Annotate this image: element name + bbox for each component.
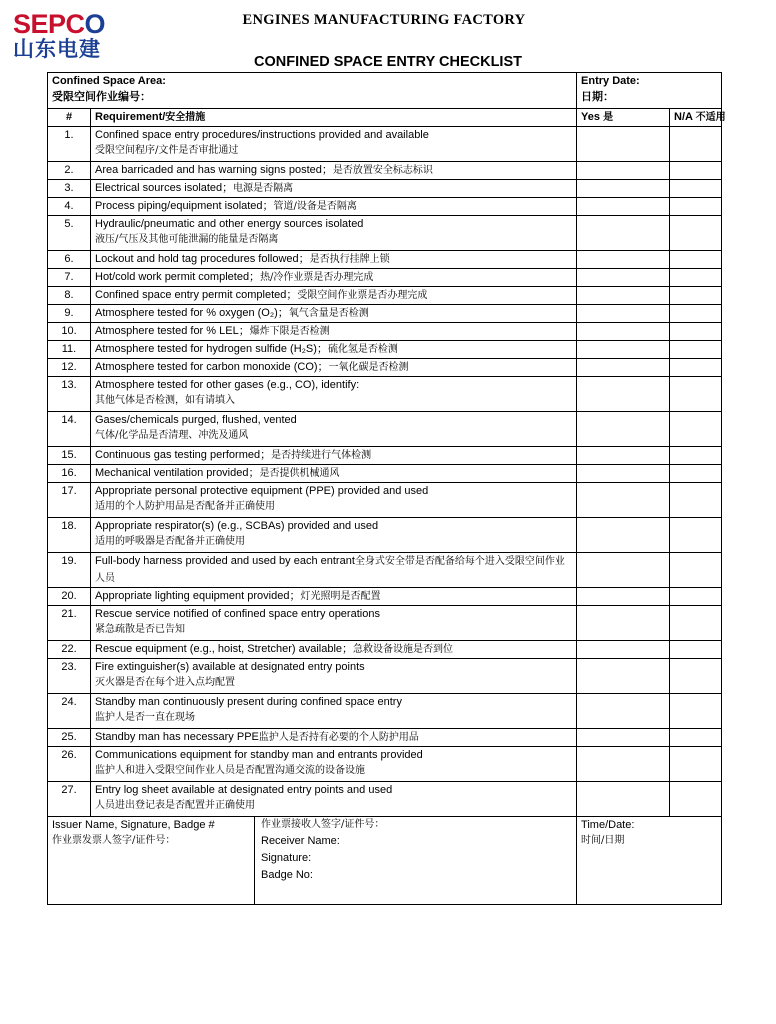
requirement-en: Standby man has necessary PPE: [95, 731, 259, 743]
issuer-label: Issuer Name, Signature, Badge #: [52, 819, 215, 831]
requirement-cn: 灭火器是否在每个进入点均配置: [95, 677, 235, 688]
row-requirement: [91, 483, 577, 518]
requirement-en: Area barricaded and has warning signs posted；: [95, 164, 333, 176]
badge-no-label: Badge No:: [261, 869, 313, 881]
requirement-en: Atmosphere tested for other gases (e.g., CO), identify:: [95, 379, 360, 391]
header-fields-row: [48, 73, 722, 109]
na-checkbox-cell[interactable]: [670, 359, 722, 377]
requirement-en: Continuous gas testing performed；: [95, 449, 272, 461]
na-checkbox-cell[interactable]: [670, 553, 722, 588]
requirement-cn: 是否持续进行气体检测: [271, 450, 372, 461]
yes-header-en: Yes: [581, 111, 600, 123]
na-checkbox-cell[interactable]: [670, 659, 722, 694]
column-header-row: [48, 109, 722, 127]
row-number: 14.: [48, 412, 91, 447]
checklist-row: [48, 465, 722, 483]
requirement-cn: 爆炸下限是否检测: [249, 326, 330, 337]
row-requirement: [91, 553, 577, 588]
yes-checkbox-cell[interactable]: [577, 694, 670, 729]
checklist-row: [48, 359, 722, 377]
row-number: 13.: [48, 377, 91, 412]
checklist-row: [48, 269, 722, 287]
yes-checkbox-cell[interactable]: [577, 606, 670, 641]
date-label: Entry Date:: [581, 75, 640, 87]
yes-checkbox-cell[interactable]: [577, 659, 670, 694]
yes-checkbox-cell[interactable]: [577, 305, 670, 323]
row-requirement: [91, 287, 577, 305]
row-requirement: [91, 588, 577, 606]
row-requirement: [91, 447, 577, 465]
requirement-cn: 是否执行挂牌上锁: [309, 254, 390, 265]
row-number: 25.: [48, 729, 91, 747]
checklist-row: [48, 323, 722, 341]
requirement-cn: 硫化氢是否检测: [327, 344, 398, 355]
na-checkbox-cell[interactable]: [670, 162, 722, 180]
requirement-en: Atmosphere tested for carbon monoxide (CO)；: [95, 361, 329, 373]
na-checkbox-cell[interactable]: [670, 447, 722, 465]
na-checkbox-cell[interactable]: [670, 641, 722, 659]
checklist-row: [48, 588, 722, 606]
na-checkbox-cell[interactable]: [670, 483, 722, 518]
requirement-cn: 人员进出登记表是否配置并正确使用: [95, 800, 255, 811]
na-checkbox-cell[interactable]: [670, 606, 722, 641]
requirement-cn: 是否放置安全标志标识: [332, 165, 433, 176]
requirement-cn: 监护人是否持有必要的个人防护用品: [258, 732, 419, 743]
row-requirement: [91, 518, 577, 553]
date-label-cn: 日期：: [581, 90, 615, 103]
yes-checkbox-cell[interactable]: [577, 323, 670, 341]
requirement-en: Fire extinguisher(s) available at designated entry points: [95, 661, 365, 673]
row-number: 18.: [48, 518, 91, 553]
yes-checkbox-cell[interactable]: [577, 216, 670, 251]
area-label: Confined Space Area:: [52, 75, 166, 87]
signature-label: Signature:: [261, 852, 312, 864]
row-number: 9.: [48, 305, 91, 323]
requirement-cn: 适用的呼吸器是否配备并正确使用: [95, 536, 245, 547]
checklist-row: [48, 287, 722, 305]
logo-brand-o: O: [84, 9, 106, 39]
na-checkbox-cell[interactable]: [670, 180, 722, 198]
checklist-row: [48, 198, 722, 216]
requirement-en: Full-body harness provided and used by each entrant: [95, 555, 355, 567]
na-checkbox-cell[interactable]: [670, 747, 722, 782]
requirement-en: Appropriate personal protective equipment (PPE) provided and used: [95, 485, 429, 497]
requirement-en: Rescue equipment (e.g., hoist, Stretcher) available；: [95, 643, 354, 655]
na-checkbox-cell[interactable]: [670, 287, 722, 305]
na-header-en: N/A: [674, 111, 693, 123]
na-checkbox-cell[interactable]: [670, 694, 722, 729]
col-requirement-header: [91, 109, 577, 127]
requirement-en: Standby man continuously present during confined space entry: [95, 696, 402, 708]
checklist-row: [48, 305, 722, 323]
checklist-row: [48, 483, 722, 518]
requirement-cn: 全身式安全带是否配备给每个进入受限空间作业人员: [95, 556, 565, 584]
requirement-cn: 急救设备设施是否到位: [353, 644, 454, 655]
row-number: 12.: [48, 359, 91, 377]
na-checkbox-cell[interactable]: [670, 216, 722, 251]
na-checkbox-cell[interactable]: [670, 377, 722, 412]
row-number: 16.: [48, 465, 91, 483]
row-requirement: [91, 180, 577, 198]
row-number: 26.: [48, 747, 91, 782]
requirement-en: Hydraulic/pneumatic and other energy sources isolated: [95, 218, 364, 230]
requirement-cn: 电源是否隔离: [233, 183, 294, 194]
na-checkbox-cell[interactable]: [670, 518, 722, 553]
checklist-row: [48, 782, 722, 817]
requirement-header-cn: 安全措施: [165, 112, 206, 123]
row-requirement: [91, 216, 577, 251]
checklist-row: [48, 180, 722, 198]
row-number: 22.: [48, 641, 91, 659]
logo-brand: SEPCO: [13, 9, 106, 39]
row-number: 20.: [48, 588, 91, 606]
row-number: 7.: [48, 269, 91, 287]
col-yes-header: [577, 109, 670, 127]
row-requirement: [91, 198, 577, 216]
yes-checkbox-cell[interactable]: [577, 180, 670, 198]
yes-checkbox-cell[interactable]: [577, 127, 670, 162]
yes-checkbox-cell[interactable]: [577, 747, 670, 782]
row-number: 23.: [48, 659, 91, 694]
checklist-row: [48, 412, 722, 447]
col-na-header: [670, 109, 726, 127]
yes-checkbox-cell[interactable]: [577, 465, 670, 483]
yes-checkbox-cell[interactable]: [577, 483, 670, 518]
requirement-cn: 监护人是否一直在现场: [95, 712, 195, 723]
signature-row: [48, 817, 722, 905]
row-number: 10.: [48, 323, 91, 341]
row-requirement: [91, 659, 577, 694]
form-title: CONFINED SPACE ENTRY CHECKLIST: [253, 54, 522, 70]
yes-checkbox-cell[interactable]: [577, 377, 670, 412]
yes-checkbox-cell[interactable]: [577, 518, 670, 553]
row-number: 17.: [48, 483, 91, 518]
time-date-field[interactable]: [577, 817, 722, 905]
requirement-en: Entry log sheet available at designated entry points and used: [95, 784, 393, 796]
requirement-cn: 紧急疏散是否已告知: [95, 624, 185, 635]
yes-checkbox-cell[interactable]: [577, 412, 670, 447]
yes-checkbox-cell[interactable]: [577, 287, 670, 305]
logo-chinese-name: 山东电建: [13, 37, 101, 61]
row-requirement: [91, 341, 577, 359]
requirement-en: Appropriate lighting equipment provided；: [95, 590, 301, 602]
checklist-row: [48, 216, 722, 251]
checklist-row: [48, 518, 722, 553]
requirement-en: Electrical sources isolated；: [95, 182, 234, 194]
requirement-cn: 灯光照明是否配置: [300, 591, 381, 602]
yes-checkbox-cell[interactable]: [577, 198, 670, 216]
row-requirement: [91, 377, 577, 412]
na-checkbox-cell[interactable]: [670, 323, 722, 341]
checklist-row: [48, 694, 722, 729]
receiver-extension[interactable]: [486, 817, 577, 905]
row-requirement: [91, 641, 577, 659]
checklist-row: [48, 747, 722, 782]
checklist-table: [47, 72, 726, 905]
checklist-row: [48, 251, 722, 269]
requirement-cn: 一氧化碳是否检测: [328, 362, 409, 373]
yes-checkbox-cell[interactable]: [577, 729, 670, 747]
issuer-label-cn: 作业票发票人签字/证件号：: [52, 835, 176, 846]
na-checkbox-cell[interactable]: [670, 465, 722, 483]
na-checkbox-cell[interactable]: [670, 729, 722, 747]
requirement-en: Confined space entry procedures/instructions provided and available: [95, 129, 429, 141]
checklist-row: [48, 606, 722, 641]
yes-checkbox-cell[interactable]: [577, 162, 670, 180]
row-number: 1.: [48, 127, 91, 162]
area-label-cn: 受限空间作业编号：: [52, 90, 151, 103]
row-number: 6.: [48, 251, 91, 269]
yes-checkbox-cell[interactable]: [577, 447, 670, 465]
checklist-row: [48, 447, 722, 465]
checklist-row: [48, 553, 722, 588]
entry-date-field[interactable]: [577, 73, 722, 109]
na-checkbox-cell[interactable]: [670, 305, 722, 323]
yes-checkbox-cell[interactable]: [577, 269, 670, 287]
row-number: 4.: [48, 198, 91, 216]
na-checkbox-cell[interactable]: [670, 341, 722, 359]
receiver-title-cn: 作业票接收人签字/证件号：: [261, 819, 385, 830]
requirement-en: Process piping/equipment isolated；: [95, 200, 274, 212]
na-checkbox-cell[interactable]: [670, 127, 722, 162]
row-requirement: [91, 694, 577, 729]
issuer-field[interactable]: [48, 817, 486, 905]
requirement-cn: 热/冷作业票是否办理完成: [260, 272, 374, 283]
requirement-cn: 其他气体是否检测，如有请填入: [95, 395, 235, 406]
yes-header-cn: 是: [603, 112, 614, 123]
checklist-row: [48, 162, 722, 180]
row-requirement: [91, 747, 577, 782]
row-requirement: [91, 729, 577, 747]
row-requirement: [91, 465, 577, 483]
row-number: 15.: [48, 447, 91, 465]
requirement-cn: 监护人和进入受限空间作业人员是否配置沟通交流的设备设施: [95, 765, 365, 776]
requirement-en: Atmosphere tested for % oxygen (O₂)；: [95, 307, 289, 319]
requirement-cn: 管道/设备是否隔离: [273, 201, 357, 212]
row-requirement: [91, 162, 577, 180]
row-number: 3.: [48, 180, 91, 198]
requirement-en: Communications equipment for standby man and entrants provided: [95, 749, 423, 761]
confined-space-area-field[interactable]: [48, 73, 577, 109]
yes-checkbox-cell[interactable]: [577, 359, 670, 377]
row-requirement: [91, 323, 577, 341]
yes-checkbox-cell[interactable]: [577, 782, 670, 817]
row-requirement: [91, 305, 577, 323]
time-date-label: Time/Date:: [581, 819, 635, 831]
requirement-en: Appropriate respirator(s) (e.g., SCBAs) provided and used: [95, 520, 379, 532]
requirement-cn: 受限空间程序/文件是否审批通过: [95, 145, 239, 156]
issuer-block: [52, 817, 254, 904]
row-requirement: [91, 251, 577, 269]
requirement-cn: 气体/化学品是否清理、冲洗及通风: [95, 430, 249, 441]
requirement-en: Atmosphere tested for % LEL；: [95, 325, 250, 337]
checklist-row: [48, 377, 722, 412]
requirement-cn: 适用的个人防护用品是否配备并正确使用: [95, 501, 275, 512]
row-number: 11.: [48, 341, 91, 359]
row-number: 19.: [48, 553, 91, 588]
time-date-label-cn: 时间/日期: [581, 835, 625, 846]
row-requirement: [91, 412, 577, 447]
yes-checkbox-cell[interactable]: [577, 553, 670, 588]
row-requirement: [91, 269, 577, 287]
checklist-row: [48, 729, 722, 747]
na-checkbox-cell[interactable]: [670, 251, 722, 269]
col-num-header: #: [48, 109, 91, 127]
row-number: 5.: [48, 216, 91, 251]
row-requirement: [91, 127, 577, 162]
yes-checkbox-cell[interactable]: [577, 588, 670, 606]
requirement-header-en: Requirement/: [95, 111, 166, 123]
requirement-cn: 氧气含量是否检测: [288, 308, 369, 319]
yes-checkbox-cell[interactable]: [577, 251, 670, 269]
row-number: 27.: [48, 782, 91, 817]
requirement-en: Gases/chemicals purged, flushed, vented: [95, 414, 297, 426]
checklist-row: [48, 127, 722, 162]
na-checkbox-cell[interactable]: [670, 198, 722, 216]
requirement-cn: 受限空间作业票是否办理完成: [297, 290, 428, 301]
receiver-block[interactable]: [254, 816, 384, 904]
requirement-en: Mechanical ventilation provided；: [95, 467, 260, 479]
requirement-en: Hot/cold work permit completed；: [95, 271, 261, 283]
row-number: 2.: [48, 162, 91, 180]
requirement-cn: 是否提供机械通风: [259, 468, 340, 479]
row-requirement: [91, 606, 577, 641]
requirement-en: Confined space entry permit completed；: [95, 289, 298, 301]
na-header-cn: 不适用: [695, 112, 726, 123]
checklist-row: [48, 341, 722, 359]
requirement-en: Lockout and hold tag procedures followed；: [95, 253, 310, 265]
row-number: 8.: [48, 287, 91, 305]
requirement-en: Rescue service notified of confined space entry operations: [95, 608, 380, 620]
checklist-row: [48, 659, 722, 694]
na-checkbox-cell[interactable]: [670, 588, 722, 606]
row-requirement: [91, 359, 577, 377]
yes-checkbox-cell[interactable]: [577, 641, 670, 659]
yes-checkbox-cell[interactable]: [577, 341, 670, 359]
factory-title: ENGINES MANUFACTURING FACTORY: [242, 12, 526, 28]
na-checkbox-cell[interactable]: [670, 782, 722, 817]
row-number: 21.: [48, 606, 91, 641]
row-requirement: [91, 782, 577, 817]
row-number: 24.: [48, 694, 91, 729]
na-checkbox-cell[interactable]: [670, 412, 722, 447]
na-checkbox-cell[interactable]: [670, 269, 722, 287]
requirement-cn: 液压/气压及其他可能泄漏的能量是否隔离: [95, 234, 279, 245]
checklist-row: [48, 641, 722, 659]
receiver-name-label: Receiver Name:: [261, 835, 340, 847]
requirement-en: Atmosphere tested for hydrogen sulfide (H₂S)；: [95, 343, 328, 355]
